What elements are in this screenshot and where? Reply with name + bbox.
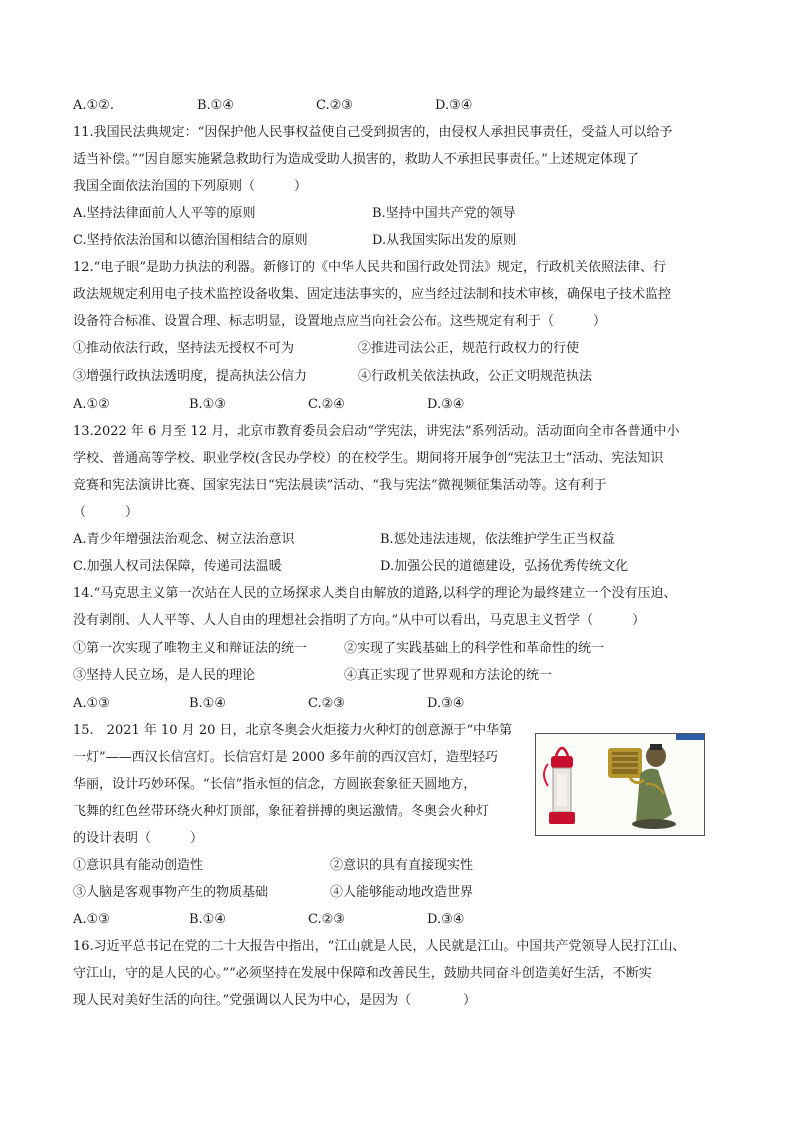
- q13-stem-line-1: 13.2022 年 6 月至 12 月，北京市教育委员会启动“学宪法，讲宪法”系列活动。活动面向全市各普通中小: [73, 424, 680, 439]
- q12-statement-3: ③增强行政执法透明度，提高执法公信力: [73, 369, 308, 384]
- q15-statement-4: ④人能够能动地改造世界: [330, 885, 474, 900]
- q12-option-a[interactable]: A.①②: [73, 397, 110, 412]
- q15-stem-line-1: 15. 2021 年 10 月 20 日，北京冬奥会火炬接力火种灯的创意源于“中华第: [73, 723, 513, 738]
- q16-stem-line-2: 守江山，守的是人民的心。”“必须坚持在发展中保障和改善民生，鼓励共同奋斗创造美好生活，不断实: [73, 966, 652, 981]
- q11-option-c[interactable]: C.坚持依法治国和以德治国相结合的原则: [73, 233, 308, 248]
- q12-statement-1: ①推动依法行政，坚持法无授权不可为: [73, 341, 295, 356]
- q16-stem-line-3: 现人民对美好生活的向往。”党强调以人民为中心，是因为（ ）: [73, 993, 477, 1008]
- q12-stem-line-2: 政法规规定利用电子技术监控设备收集、固定违法事实的，应当经过法制和技术审核，确保电子技术监控: [73, 287, 672, 302]
- q13-option-c[interactable]: C.加强人权司法保障，传递司法温暖: [73, 559, 282, 574]
- q15-statement-3: ③人脑是客观事物产生的物质基础: [73, 885, 269, 900]
- q11-option-b[interactable]: B.坚持中国共产党的领导: [372, 206, 516, 221]
- q15-stem-line-4: 飞舞的红色丝带环绕火种灯顶部，象征着拼搏的奥运激情。冬奥会火种灯: [73, 804, 490, 819]
- q11-stem-line-1: 11.我国民法典规定：“因保护他人民事权益使自己受到损害的，由侵权人承担民事责任，受益人可以给予: [73, 125, 673, 140]
- changxin-palace-lamp-icon: [608, 744, 676, 829]
- q13-option-b[interactable]: B.惩处违法违规，依法维护学生正当权益: [380, 532, 615, 547]
- q15-stem-line-2: 一灯”——西汉长信宫灯。长信宫灯是 2000 多年前的西汉宫灯，造型轻巧: [73, 750, 498, 765]
- lamp-picture: [536, 734, 704, 835]
- red-lantern-icon: [544, 748, 575, 824]
- q15-statement-1: ①意识具有能动创造性: [73, 858, 204, 873]
- q13-option-d[interactable]: D.加强公民的道德建设，弘扬优秀传统文化: [380, 559, 629, 574]
- q15-option-d[interactable]: D.③④: [427, 912, 465, 927]
- q12-stem-line-3: 设备符合标准、设置合理、标志明显，设置地点应当向社会公布。这些规定有利于（ ）: [73, 314, 607, 329]
- q13-stem-line-4: （ ）: [73, 505, 139, 520]
- q15-option-a[interactable]: A.①③: [73, 912, 110, 927]
- q15-option-b[interactable]: B.①④: [189, 912, 226, 927]
- q10-option-c[interactable]: C.②③: [316, 98, 353, 113]
- torch-lamp-illustration: [535, 733, 705, 836]
- q15-stem-line-5: 的设计表明（ ）: [73, 831, 204, 846]
- q14-option-c[interactable]: C.②③: [308, 696, 345, 711]
- q15-stem-line-3: 华丽，设计巧妙环保。“长信”指永恒的信念，方圆嵌套象征天圆地方，: [73, 777, 477, 792]
- q14-statement-1: ①第一次实现了唯物主义和辩证法的统一: [73, 641, 308, 656]
- q14-stem-line-1: 14.“马克思主义第一次站在人民的立场探求人类自由解放的道路,以科学的理论为最终建立一个没有压迫、: [73, 586, 677, 601]
- q10-option-b[interactable]: B.①④: [197, 98, 234, 113]
- q12-option-c[interactable]: C.②④: [308, 397, 345, 412]
- q14-option-d[interactable]: D.③④: [427, 696, 465, 711]
- q12-option-d[interactable]: D.③④: [427, 397, 465, 412]
- q12-stem-line-1: 12.“电子眼”是助力执法的利器。新修订的《中华人民共和国行政处罚法》规定，行政机关依照法律、行: [73, 260, 666, 275]
- q14-statement-4: ④真正实现了世界观和方法论的统一: [344, 668, 553, 683]
- q11-option-d[interactable]: D.从我国实际出发的原则: [372, 233, 517, 248]
- q15-option-c[interactable]: C.②③: [308, 912, 345, 927]
- q14-option-b[interactable]: B.①④: [189, 696, 226, 711]
- q16-stem-line-1: 16.习近平总书记在党的二十大报告中指出，“江山就是人民，人民就是江山。中国共产党领导人民打江山、: [73, 939, 686, 954]
- q11-option-a[interactable]: A.坚持法律面前人人平等的原则: [73, 206, 256, 221]
- q12-option-b[interactable]: B.①③: [189, 397, 226, 412]
- q11-stem-line-3: 我国全面依法治国的下列原则（ ）: [73, 179, 308, 194]
- q13-stem-line-3: 竞赛和宪法演讲比赛、国家宪法日“宪法晨读”活动、“我与宪法”微视频征集活动等。这有利于: [73, 478, 607, 493]
- q14-stem-line-2: 没有剥削、人人平等、人人自由的理想社会指明了方向。”从中可以看出，马克思主义哲学（ ）: [73, 613, 646, 628]
- q11-stem-line-2: 适当补偿。”“因自愿实施紧急救助行为造成受助人损害的，救助人不承担民事责任。”上述规定体现了: [73, 152, 639, 167]
- q10-option-a[interactable]: A.①②.: [73, 98, 114, 113]
- q12-statement-4: ④行政机关依法执政，公正文明规范执法: [358, 369, 593, 384]
- q10-option-d[interactable]: D.③④: [435, 98, 473, 113]
- corner-tab: [676, 734, 704, 740]
- q14-statement-3: ③坚持人民立场，是人民的理论: [73, 668, 256, 683]
- q14-statement-2: ②实现了实践基础上的科学性和革命性的统一: [344, 641, 605, 656]
- q13-stem-line-2: 学校、普通高等学校、职业学校(含民办学校）的在校学生。期间将开展争创“宪法卫士”活动、宪法知识: [73, 451, 664, 466]
- q15-statement-2: ②意识的具有直接现实性: [330, 858, 474, 873]
- q13-option-a[interactable]: A.青少年增强法治观念、树立法治意识: [73, 532, 295, 547]
- q14-option-a[interactable]: A.①③: [73, 696, 110, 711]
- q12-statement-2: ②推进司法公正，规范行政权力的行使: [358, 341, 580, 356]
